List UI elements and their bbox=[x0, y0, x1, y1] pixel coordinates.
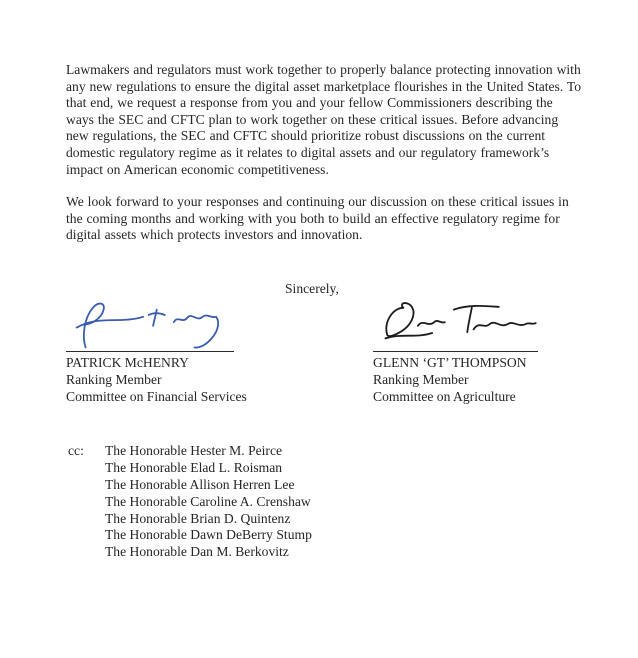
signer-name: GLENN ‘GT’ THOMPSON bbox=[373, 354, 527, 370]
body-paragraph-1: Lawmakers and regulators must work together to properly balance protecting innovation with any new regulations to ensure the digital asset marketplace flourishes in the United States. To that end, we request a response from you and your fellow Commissioners describing the ways the SEC and CFTC plan to work together on these critical issues. Before advancing new regulations, the SEC and CFTC should prioritize robust discussions on the current domestic regulatory regime as it relates to digital assets and our regulatory framework’s impact on American economic competitiveness. bbox=[66, 62, 582, 177]
cc-label: cc: bbox=[68, 443, 84, 459]
signature-line bbox=[373, 351, 538, 352]
signature-row bbox=[66, 297, 584, 405]
cc-recipient: The Honorable Caroline A. Crenshaw bbox=[105, 493, 311, 509]
signer-name: PATRICK McHENRY bbox=[66, 354, 189, 370]
cc-list bbox=[105, 443, 312, 561]
cc-section bbox=[66, 443, 584, 561]
cc-recipient: The Honorable Elad L. Roisman bbox=[105, 460, 283, 476]
signer-title: Ranking Member bbox=[66, 371, 162, 387]
cc-recipient: The Honorable Allison Herren Lee bbox=[105, 476, 295, 492]
signature-line bbox=[66, 351, 234, 352]
letter-content bbox=[66, 62, 584, 561]
signer-title: Ranking Member bbox=[373, 371, 469, 387]
mchenry-handwritten-signature-icon bbox=[64, 297, 244, 351]
cc-recipient: The Honorable Hester M. Peirce bbox=[105, 443, 283, 459]
signature-block-thompson bbox=[373, 297, 584, 405]
body-paragraph-2: We look forward to your responses and continuing our discussion on these critical issues in the coming months and working with you both to build an effective regulatory regime for digital assets which protects investors and innovation. bbox=[66, 194, 569, 243]
signer-committee: Committee on Agriculture bbox=[373, 388, 516, 404]
signer-committee: Committee on Financial Services bbox=[66, 388, 247, 404]
cc-recipient: The Honorable Dan M. Berkovitz bbox=[105, 544, 289, 560]
signature-block-mchenry bbox=[66, 297, 373, 405]
cc-recipient: The Honorable Brian D. Quintenz bbox=[105, 510, 291, 526]
closing-salutation: Sincerely, bbox=[285, 280, 339, 296]
cc-recipient: The Honorable Dawn DeBerry Stump bbox=[105, 527, 312, 543]
thompson-handwritten-signature-icon bbox=[371, 297, 551, 351]
